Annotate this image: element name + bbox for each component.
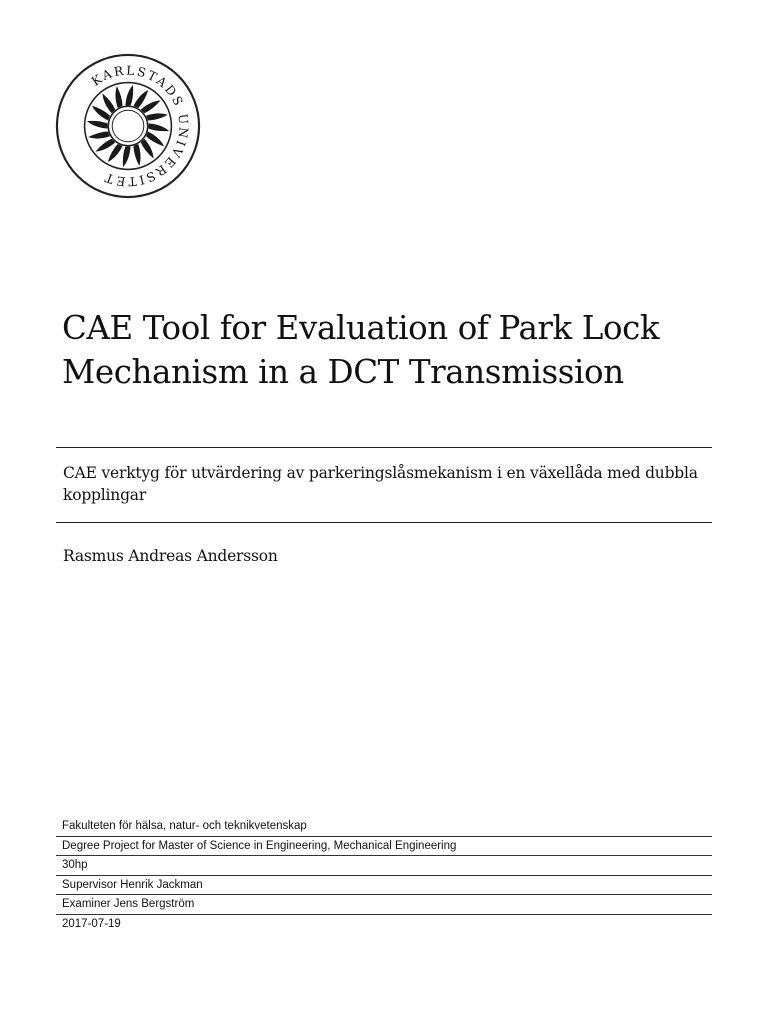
sun-ray bbox=[88, 131, 110, 138]
sun-ray bbox=[92, 106, 110, 121]
sun-ray bbox=[141, 139, 154, 159]
university-seal-icon bbox=[54, 52, 202, 200]
thesis-title: CAE Tool for Evaluation of Park Lock Mechanism in a DCT Transmission bbox=[62, 309, 660, 391]
info-row-date: 2017-07-19 bbox=[62, 917, 121, 930]
info-row-supervisor: Supervisor Henrik Jackman bbox=[56, 876, 712, 896]
sun-ray bbox=[149, 123, 170, 131]
sun-ray bbox=[87, 121, 108, 129]
sun-ray bbox=[123, 147, 131, 168]
swedish-subtitle: CAE verktyg för utvärdering av parkeringslåsmekanism i en växellåda med dubbla kopplingar bbox=[63, 464, 698, 504]
sun-ray bbox=[133, 144, 140, 166]
sun-ray bbox=[133, 90, 148, 108]
sun-ray bbox=[108, 144, 123, 162]
sun-ray bbox=[125, 85, 133, 106]
info-row-credits: 30hp bbox=[56, 856, 712, 876]
sun-ray bbox=[141, 100, 161, 113]
info-row-examiner: Examiner Jens Bergström bbox=[56, 895, 712, 915]
sun-ray bbox=[95, 139, 115, 152]
thesis-info-table bbox=[56, 817, 712, 934]
sun-ray bbox=[115, 86, 122, 108]
info-row-faculty: Fakulteten för hälsa, natur- och teknikvetenskap bbox=[56, 817, 712, 837]
sun-ray bbox=[102, 93, 115, 113]
author-name: Rasmus Andreas Andersson bbox=[63, 547, 278, 565]
divider-bottom bbox=[56, 522, 712, 523]
divider-top bbox=[56, 447, 712, 448]
seal-text: KARLSTADS UNIVERSITET bbox=[89, 63, 191, 189]
info-row-degree: Degree Project for Master of Science in Engineering, Mechanical Engineering bbox=[56, 837, 712, 857]
sun-ray bbox=[146, 131, 164, 146]
sun-ray bbox=[146, 113, 168, 120]
